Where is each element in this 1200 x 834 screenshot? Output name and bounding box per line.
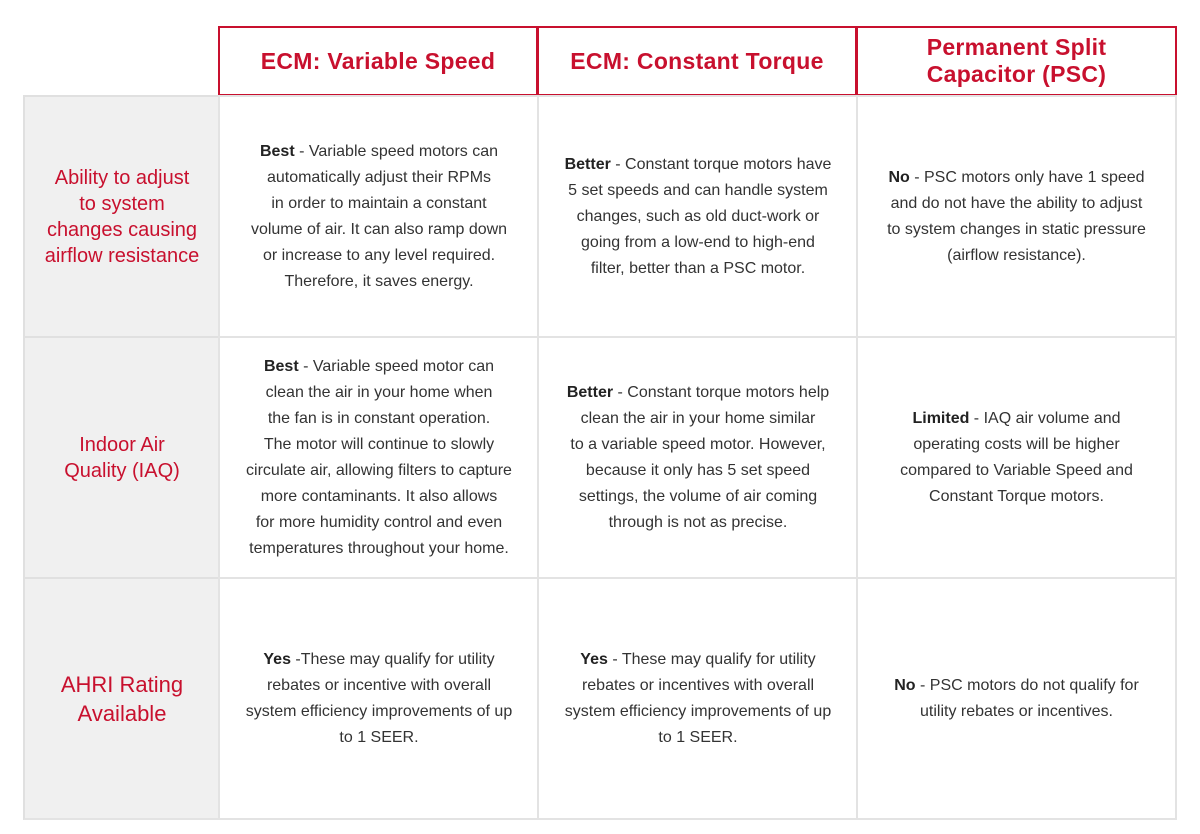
- cell-description: - These may qualify for utility rebates or incentives with overall system efficiency improvements of up to 1 SEER.: [564, 650, 832, 746]
- table-cell: [218, 95, 538, 337]
- row-header-airflow-resistance: [23, 95, 219, 337]
- cell-text: [246, 647, 512, 751]
- table-cell: [218, 336, 538, 578]
- cell-rating: Yes: [263, 650, 291, 668]
- column-header-label: ECM: Constant Torque: [570, 47, 824, 74]
- cell-rating: Yes: [580, 650, 608, 668]
- column-header-ecm-constant-torque: [537, 26, 857, 96]
- cell-rating: No: [888, 169, 910, 186]
- cell-rating: Better: [564, 156, 611, 173]
- row-header-label: Ability to adjust to system changes causing airflow resistance: [44, 167, 200, 267]
- cell-description: - Constant torque motors have 5 set speeds and can handle system changes, such as old duct-work or going from a low-end to high-end filter, better than a PSC motor.: [568, 156, 832, 277]
- table-cell: [218, 577, 538, 820]
- cell-description: - Variable speed motors can automatically adjust their RPMs in order to maintain a constant volume of air. It can also ramp down or increase to any level required. Therefore, it saves energy.: [250, 143, 508, 290]
- table-cell: [856, 577, 1177, 820]
- cell-description: - PSC motors only have 1 speed and do not have the ability to adjust to system changes in static pressure (airflow resistance).: [887, 169, 1146, 264]
- column-header-label: Permanent Split Capacitor (PSC): [926, 34, 1107, 87]
- row-header-label: AHRI Rating Available: [60, 671, 184, 726]
- cell-text: [565, 647, 831, 751]
- table-cell: [856, 336, 1177, 578]
- cell-text: [251, 139, 507, 295]
- cell-text: [887, 165, 1146, 269]
- cell-description: - Variable speed motor can clean the air in your home when the fan is in constant operation. The motor will continue to slowly circulate air, allowing filters to capture more contaminants. It also allows for more humidity control and even temperatures throughout your home.: [246, 358, 512, 557]
- cell-rating: Best: [259, 143, 295, 160]
- cell-text: [894, 673, 1139, 725]
- cell-text: [246, 354, 512, 562]
- cell-text: [567, 380, 829, 536]
- cell-description: - Constant torque motors help clean the air in your home similar to a variable speed motor. However, because it only has 5 set speed settings, the volume of air coming through is not as precise.: [570, 384, 830, 531]
- cell-text: [565, 152, 832, 282]
- row-header-ahri-rating: [23, 577, 219, 820]
- cell-rating: No: [894, 676, 916, 694]
- table-cell: [537, 577, 857, 820]
- cell-description: - IAQ air volume and operating costs will be higher compared to Variable Speed and Constant Torque motors.: [900, 410, 1133, 505]
- cell-rating: Better: [566, 384, 614, 401]
- table-cell: [537, 95, 857, 337]
- row-header-indoor-air-quality: [23, 336, 219, 578]
- column-header-label: ECM: Variable Speed: [260, 47, 496, 74]
- column-header-psc: [856, 26, 1177, 96]
- cell-rating: Best: [263, 358, 299, 375]
- column-header-ecm-variable-speed: [218, 26, 538, 96]
- cell-rating: Limited: [912, 410, 970, 427]
- row-header-label: Indoor Air Quality (IAQ): [64, 434, 180, 482]
- cell-text: [900, 406, 1133, 510]
- table-cell: [856, 95, 1177, 337]
- cell-description: -These may qualify for utility rebates or incentive with overall system efficiency improvements of up to 1 SEER.: [245, 650, 513, 746]
- table-cell: [537, 336, 857, 578]
- cell-description: - PSC motors do not qualify for utility rebates or incentives.: [920, 676, 1139, 720]
